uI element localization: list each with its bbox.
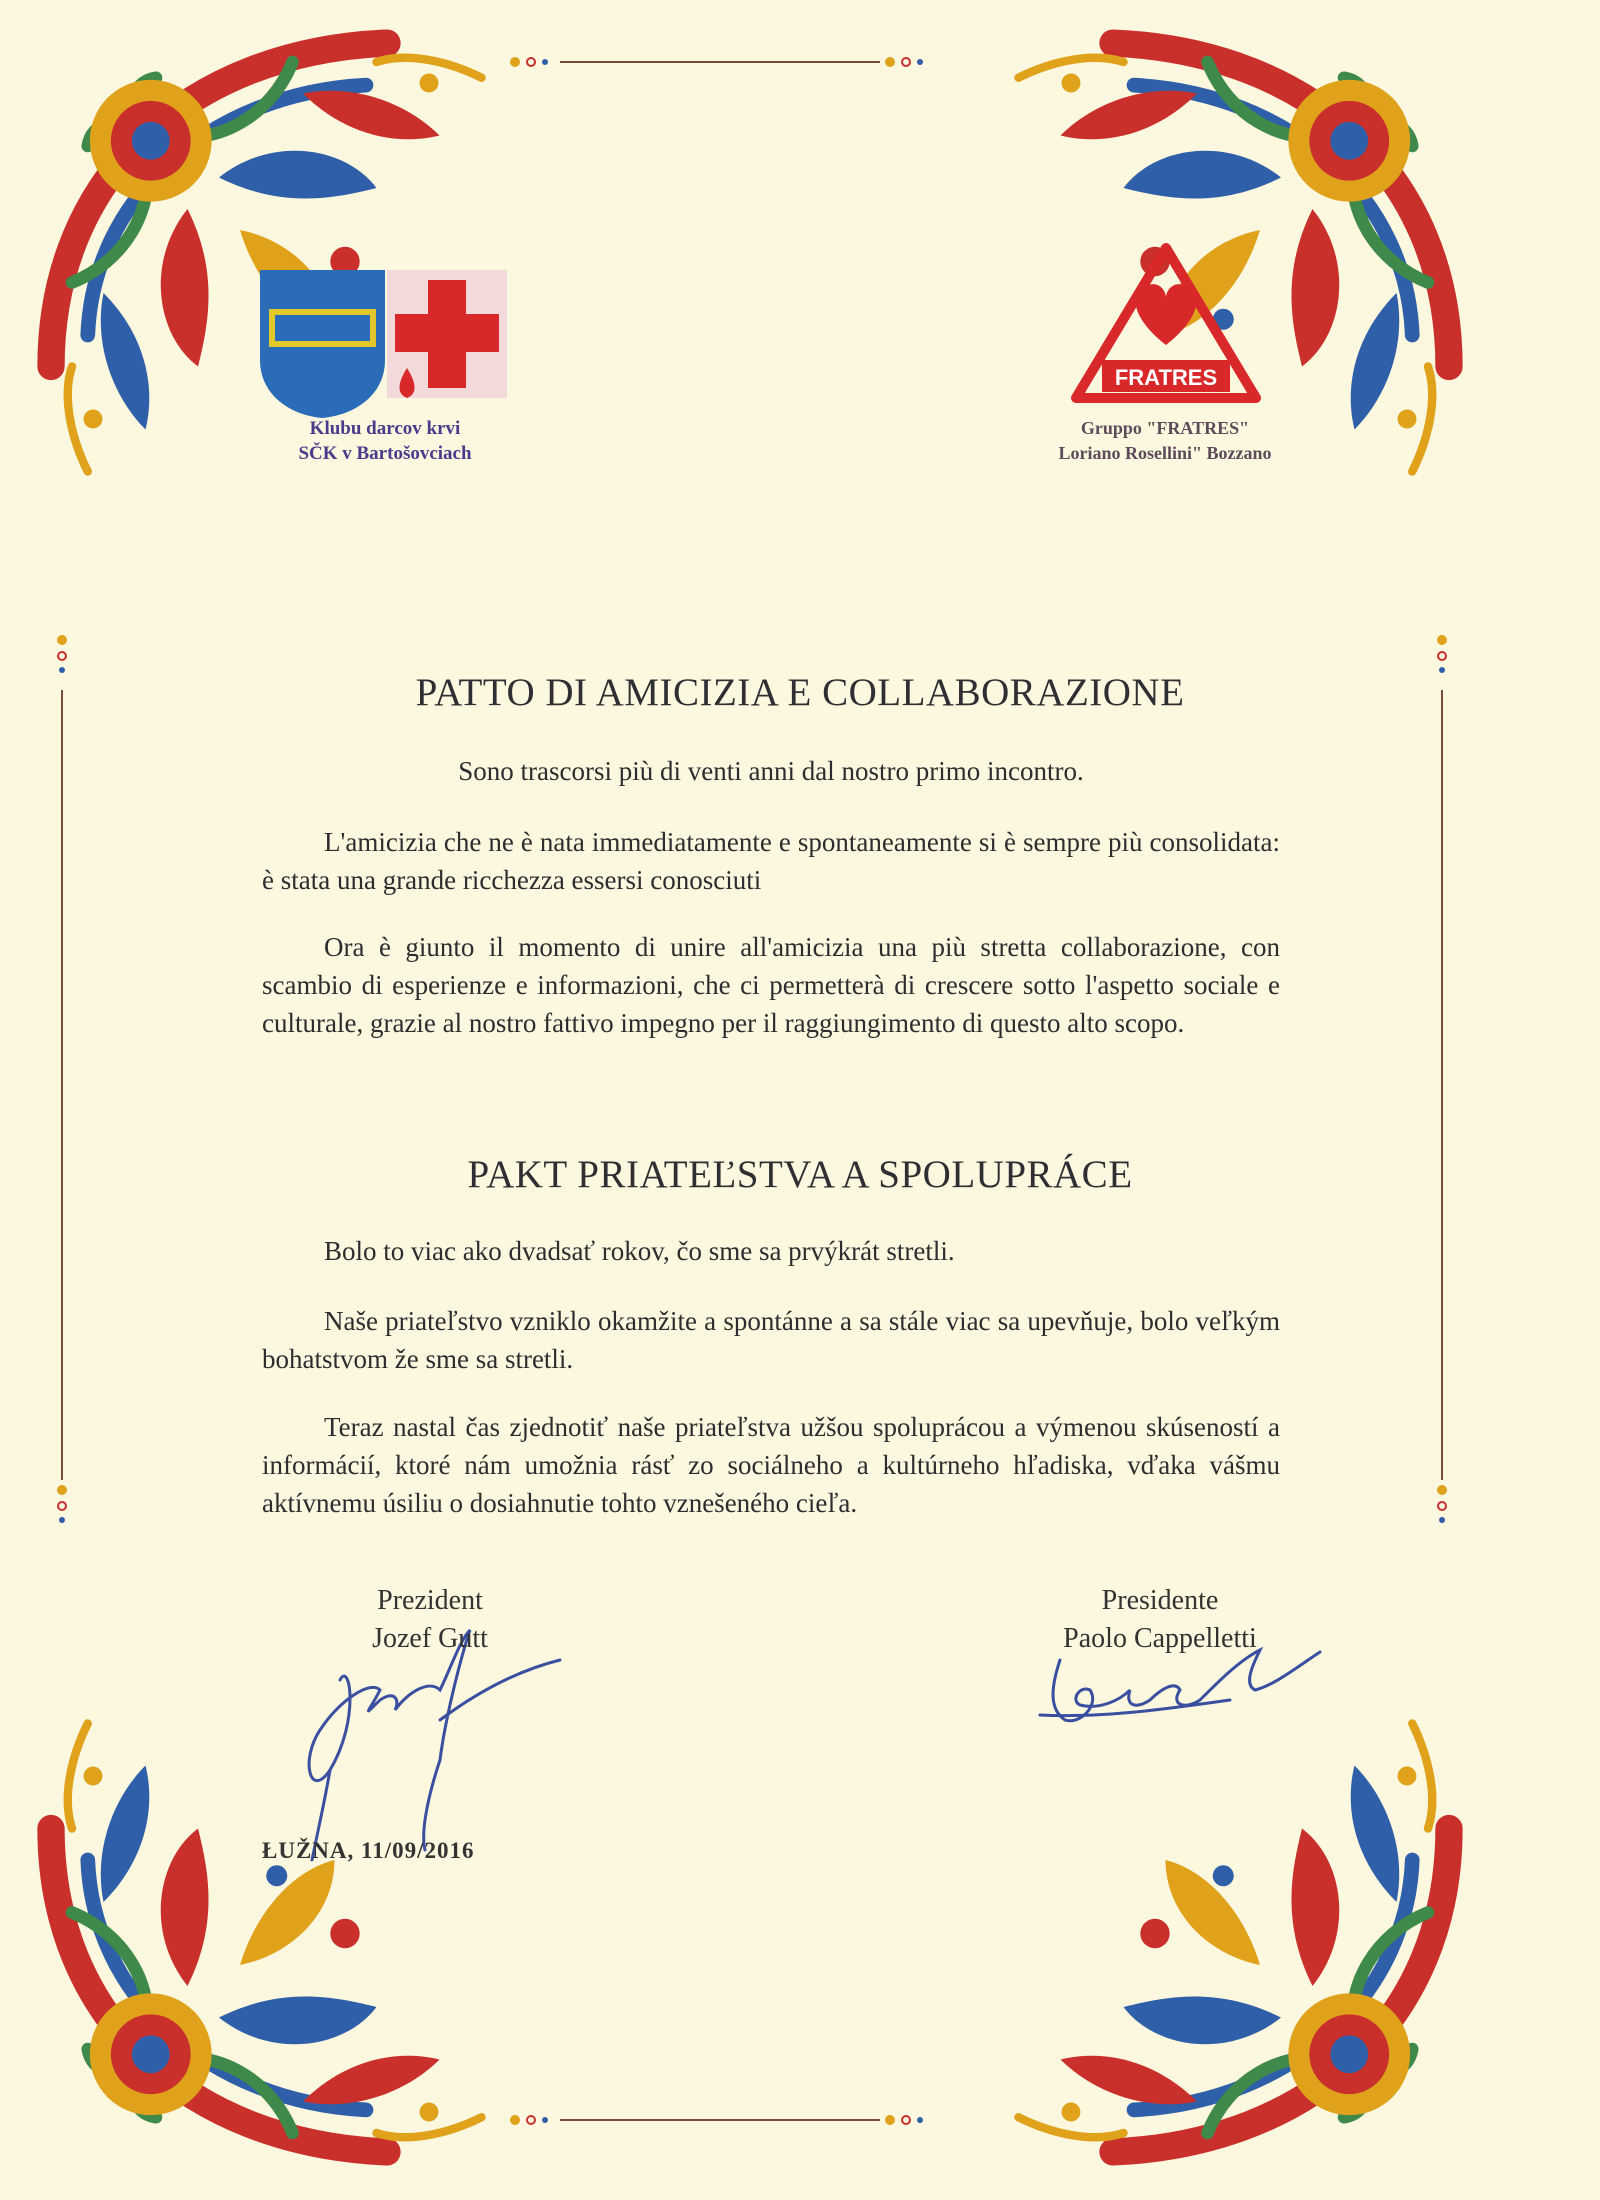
left-logo-caption-line2: SČK v Bartošovciach xyxy=(298,443,472,464)
slovak-paragraph-2: Naše priateľstvo vzniklo okamžite a spontánne a sa stále viac sa upevňuje, bolo veľkým bohatstvom že sme sa stretli. xyxy=(262,1306,1280,1374)
left-logo-caption xyxy=(245,416,525,466)
slovak-title: PAKT PRIATEĽSTVA A SPOLUPRÁCE xyxy=(467,1153,1133,1196)
place-and-date: ŁUŽNA, 11/09/2016 xyxy=(262,1838,475,1863)
corner-ornament-top-right xyxy=(1019,43,1450,471)
left-logo-caption-line1: Klubu darcov krvi xyxy=(309,418,461,439)
signature-block-left xyxy=(300,1582,560,1658)
signature-right-scribble xyxy=(1040,1650,1320,1721)
signature-block-right xyxy=(1000,1582,1320,1658)
right-logo-caption-line2: Loriano Rosellini" Bozzano xyxy=(1058,443,1272,463)
signature-left-name: Jozef Gutt xyxy=(372,1623,488,1654)
signature-left-scribble xyxy=(309,1630,560,1860)
blood-donor-club-logo xyxy=(260,270,507,418)
signature-right-name: Paolo Cappelletti xyxy=(1063,1623,1257,1654)
slovak-paragraph-1: Bolo to viac ako dvadsať rokov, čo sme sa prvýkrát stretli. xyxy=(324,1236,955,1266)
italian-paragraph-1: Sono trascorsi più di venti anni dal nostro primo incontro. xyxy=(458,756,1084,786)
fratres-emblem-text: FRATRES xyxy=(1114,365,1218,390)
corner-ornament-top-left xyxy=(51,43,481,471)
slovak-paragraph-3: Teraz nastal čas zjednotiť naše priateľstva užšou spoluprácou a výmenou skúseností a informácií, ktoré nám umožnia rásť zo sociálneho a kultúrneho hľadiska, vďaka vášmu aktívnemu úsiliu o dosiahnutie tohto vznešeného cieľa. xyxy=(262,1412,1280,1518)
signature-right-role: Presidente xyxy=(1101,1585,1219,1616)
corner-ornament-bottom-right xyxy=(1019,1724,1450,2152)
italian-title: PATTO DI AMICIZIA E COLLABORAZIONE xyxy=(415,671,1185,714)
corner-ornament-bottom-left xyxy=(51,1724,481,2152)
italian-paragraph-3: Ora è giunto il momento di unire all'amicizia una più stretta collaborazione, con scambio di esperienze e informazioni, che ci permetterà di crescere sotto l'aspetto sociale e culturale, grazie al nostro fattivo impegno per il raggiungimento di questo alto scopo. xyxy=(262,932,1280,1038)
right-logo-caption-line1: Gruppo "FRATRES" xyxy=(1080,418,1250,438)
signature-left-role: Prezident xyxy=(377,1585,483,1616)
right-logo-caption xyxy=(1010,416,1320,466)
italian-paragraph-2: L'amicizia che ne è nata immediatamente e spontaneamente si è sempre più consolidata: è stata una grande ricchezza essersi conosciuti xyxy=(262,827,1280,895)
